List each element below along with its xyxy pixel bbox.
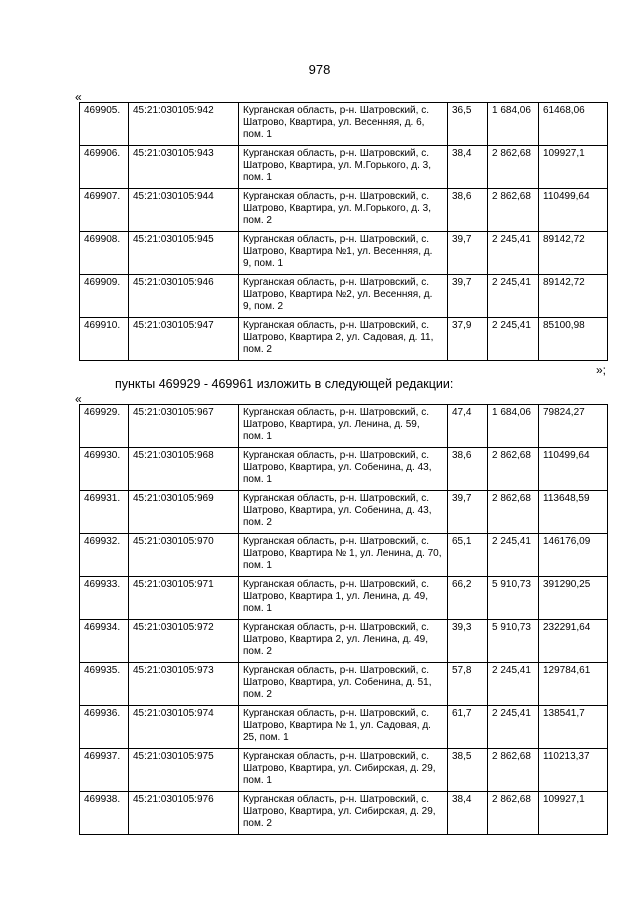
cadastral-number-cell: 45:21:030105:975: [129, 749, 239, 792]
price-per-unit-cell: 2 862,68: [488, 792, 539, 835]
area-cell: 57,8: [448, 663, 488, 706]
address-cell: Курганская область, р-н. Шатровский, с. Шатрово, Квартира № 1, ул. Садовая, д. 25, пом. 1: [239, 706, 448, 749]
total-value-cell: 110499,64: [539, 189, 608, 232]
area-cell: 39,3: [448, 620, 488, 663]
address-cell: Курганская область, р-н. Шатровский, с. Шатрово, Квартира № 1, ул. Ленина, д. 70, пом. 1: [239, 534, 448, 577]
total-value-cell: 113648,59: [539, 491, 608, 534]
address-cell: Курганская область, р-н. Шатровский, с. Шатрово, Квартира, ул. Собенина, д. 43, пом. 1: [239, 448, 448, 491]
table-row: [80, 275, 608, 318]
table-row: [80, 405, 608, 448]
row-number-cell: 469929.: [80, 405, 129, 448]
closing-quote: »;: [595, 363, 606, 377]
price-per-unit-cell: 1 684,06: [488, 405, 539, 448]
address-cell: Курганская область, р-н. Шатровский, с. Шатрово, Квартира, ул. Сибирская, д. 29, пом. 1: [239, 749, 448, 792]
table-body: [80, 103, 608, 361]
table-row: [80, 232, 608, 275]
total-value-cell: 129784,61: [539, 663, 608, 706]
total-value-cell: 61468,06: [539, 103, 608, 146]
area-cell: 36,5: [448, 103, 488, 146]
row-number-cell: 469931.: [80, 491, 129, 534]
amendment-instruction: пункты 469929 - 469961 изложить в следующей редакции:: [115, 377, 454, 391]
cadastral-number-cell: 45:21:030105:970: [129, 534, 239, 577]
total-value-cell: 146176,09: [539, 534, 608, 577]
row-number-cell: 469937.: [80, 749, 129, 792]
row-number-cell: 469933.: [80, 577, 129, 620]
row-number-cell: 469908.: [80, 232, 129, 275]
price-per-unit-cell: 1 684,06: [488, 103, 539, 146]
price-per-unit-cell: 2 245,41: [488, 232, 539, 275]
area-cell: 39,7: [448, 232, 488, 275]
price-per-unit-cell: 2 245,41: [488, 275, 539, 318]
area-cell: 39,7: [448, 491, 488, 534]
address-cell: Курганская область, р-н. Шатровский, с. Шатрово, Квартира №2, ул. Весенняя, д. 9, пом. 2: [239, 275, 448, 318]
area-cell: 66,2: [448, 577, 488, 620]
table-row: [80, 491, 608, 534]
price-per-unit-cell: 2 245,41: [488, 663, 539, 706]
cadastral-number-cell: 45:21:030105:974: [129, 706, 239, 749]
price-per-unit-cell: 2 862,68: [488, 749, 539, 792]
cadastral-number-cell: 45:21:030105:944: [129, 189, 239, 232]
table-row: [80, 189, 608, 232]
table-row: [80, 620, 608, 663]
area-cell: 37,9: [448, 318, 488, 361]
table-row: [80, 792, 608, 835]
cadastral-number-cell: 45:21:030105:971: [129, 577, 239, 620]
total-value-cell: 110499,64: [539, 448, 608, 491]
cadastral-number-cell: 45:21:030105:942: [129, 103, 239, 146]
table-row: [80, 146, 608, 189]
table-row: [80, 577, 608, 620]
price-per-unit-cell: 2 245,41: [488, 534, 539, 577]
price-per-unit-cell: 5 910,73: [488, 577, 539, 620]
row-number-cell: 469936.: [80, 706, 129, 749]
table-body: [80, 405, 608, 835]
cadastral-number-cell: 45:21:030105:967: [129, 405, 239, 448]
cadastral-number-cell: 45:21:030105:969: [129, 491, 239, 534]
total-value-cell: 109927,1: [539, 146, 608, 189]
address-cell: Курганская область, р-н. Шатровский, с. Шатрово, Квартира, ул. Собенина, д. 51, пом. 2: [239, 663, 448, 706]
address-cell: Курганская область, р-н. Шатровский, с. Шатрово, Квартира, ул. Сибирская, д. 29, пом. 2: [239, 792, 448, 835]
address-cell: Курганская область, р-н. Шатровский, с. Шатрово, Квартира, ул. Собенина, д. 43, пом. 2: [239, 491, 448, 534]
area-cell: 38,6: [448, 189, 488, 232]
area-cell: 47,4: [448, 405, 488, 448]
price-per-unit-cell: 2 862,68: [488, 189, 539, 232]
row-number-cell: 469910.: [80, 318, 129, 361]
cadastral-number-cell: 45:21:030105:947: [129, 318, 239, 361]
opening-quote-2: «: [75, 392, 82, 406]
area-cell: 38,4: [448, 146, 488, 189]
total-value-cell: 391290,25: [539, 577, 608, 620]
total-value-cell: 110213,37: [539, 749, 608, 792]
address-cell: Курганская область, р-н. Шатровский, с. Шатрово, Квартира 1, ул. Ленина, д. 49, пом. 1: [239, 577, 448, 620]
address-cell: Курганская область, р-н. Шатровский, с. Шатрово, Квартира, ул. Весенняя, д. 6, пом. 1: [239, 103, 448, 146]
price-per-unit-cell: 2 245,41: [488, 318, 539, 361]
row-number-cell: 469930.: [80, 448, 129, 491]
table-row: [80, 318, 608, 361]
area-cell: 38,6: [448, 448, 488, 491]
table-row: [80, 706, 608, 749]
table-row: [80, 448, 608, 491]
row-number-cell: 469932.: [80, 534, 129, 577]
price-per-unit-cell: 2 245,41: [488, 706, 539, 749]
total-value-cell: 79824,27: [539, 405, 608, 448]
page-number: 978: [308, 62, 331, 77]
price-per-unit-cell: 5 910,73: [488, 620, 539, 663]
row-number-cell: 469935.: [80, 663, 129, 706]
price-per-unit-cell: 2 862,68: [488, 491, 539, 534]
row-number-cell: 469909.: [80, 275, 129, 318]
area-cell: 61,7: [448, 706, 488, 749]
table-row: [80, 103, 608, 146]
row-number-cell: 469905.: [80, 103, 129, 146]
opening-quote-1: «: [75, 90, 82, 104]
total-value-cell: 85100,98: [539, 318, 608, 361]
row-number-cell: 469934.: [80, 620, 129, 663]
row-number-cell: 469906.: [80, 146, 129, 189]
area-cell: 65,1: [448, 534, 488, 577]
total-value-cell: 89142,72: [539, 232, 608, 275]
row-number-cell: 469938.: [80, 792, 129, 835]
area-cell: 38,5: [448, 749, 488, 792]
address-cell: Курганская область, р-н. Шатровский, с. Шатрово, Квартира, ул. М.Горького, д. 3, пом. 2: [239, 189, 448, 232]
address-cell: Курганская область, р-н. Шатровский, с. Шатрово, Квартира 2, ул. Садовая, д. 11, пом. 2: [239, 318, 448, 361]
table-new-rows: [79, 404, 608, 835]
address-cell: Курганская область, р-н. Шатровский, с. Шатрово, Квартира, ул. Ленина, д. 59, пом. 1: [239, 405, 448, 448]
cadastral-number-cell: 45:21:030105:943: [129, 146, 239, 189]
total-value-cell: 138541,7: [539, 706, 608, 749]
table-row: [80, 749, 608, 792]
area-cell: 39,7: [448, 275, 488, 318]
table-row: [80, 534, 608, 577]
cadastral-number-cell: 45:21:030105:973: [129, 663, 239, 706]
address-cell: Курганская область, р-н. Шатровский, с. Шатрово, Квартира 2, ул. Ленина, д. 49, пом. 2: [239, 620, 448, 663]
table-existing-rows: [79, 102, 608, 361]
total-value-cell: 89142,72: [539, 275, 608, 318]
total-value-cell: 109927,1: [539, 792, 608, 835]
table-row: [80, 663, 608, 706]
address-cell: Курганская область, р-н. Шатровский, с. Шатрово, Квартира №1, ул. Весенняя, д. 9, пом. 1: [239, 232, 448, 275]
cadastral-number-cell: 45:21:030105:945: [129, 232, 239, 275]
area-cell: 38,4: [448, 792, 488, 835]
cadastral-number-cell: 45:21:030105:976: [129, 792, 239, 835]
address-cell: Курганская область, р-н. Шатровский, с. Шатрово, Квартира, ул. М.Горького, д. 3, пом. 1: [239, 146, 448, 189]
cadastral-number-cell: 45:21:030105:972: [129, 620, 239, 663]
price-per-unit-cell: 2 862,68: [488, 146, 539, 189]
total-value-cell: 232291,64: [539, 620, 608, 663]
cadastral-number-cell: 45:21:030105:968: [129, 448, 239, 491]
cadastral-number-cell: 45:21:030105:946: [129, 275, 239, 318]
price-per-unit-cell: 2 862,68: [488, 448, 539, 491]
row-number-cell: 469907.: [80, 189, 129, 232]
